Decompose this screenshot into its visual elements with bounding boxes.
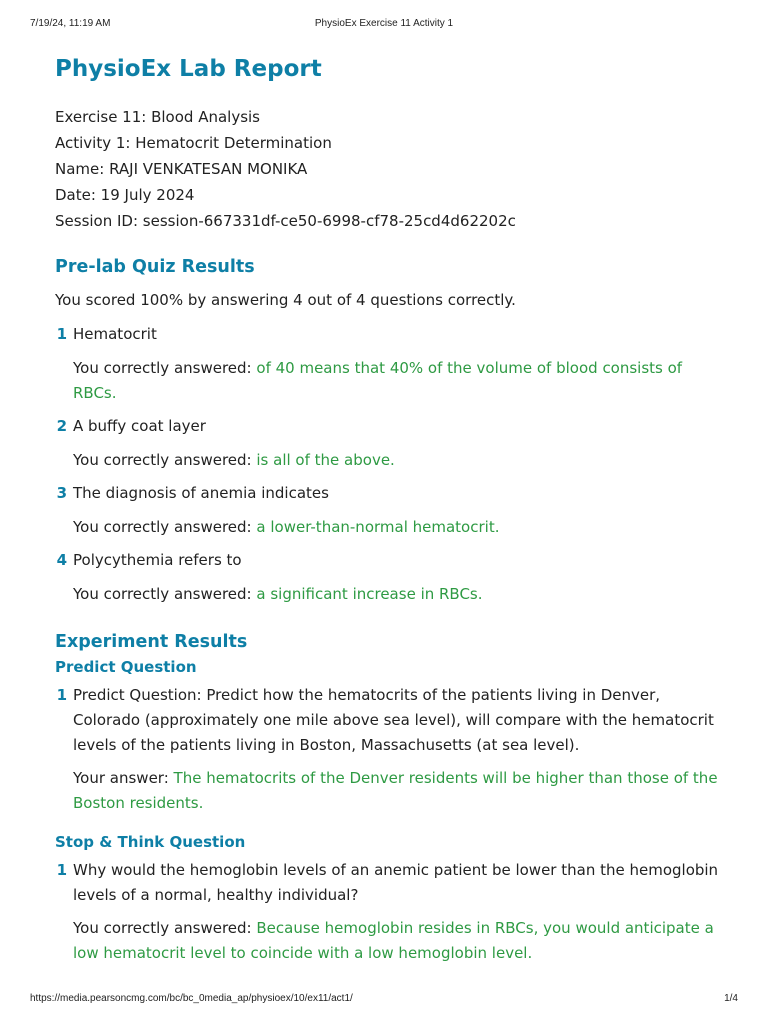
answer-prefix: You correctly answered: <box>73 518 257 536</box>
lab-report <box>55 52 725 974</box>
report-title: PhysioEx Lab Report <box>55 56 322 82</box>
print-timestamp: 7/19/24, 11:19 AM <box>30 18 111 29</box>
answer-prefix: You correctly answered: <box>73 919 257 937</box>
experiment-heading: Experiment Results <box>55 632 248 652</box>
answer-text: a significant increase in RBCs. <box>256 585 483 603</box>
predict-question-1 <box>55 683 725 816</box>
answer-text: is all of the above. <box>256 451 395 469</box>
question-number: 4 <box>56 551 67 569</box>
question-answer <box>73 582 725 607</box>
question-text: Predict Question: Predict how the hematocrits of the patients living in Denver, Colorado (approximately one mile above sea level), will compare with the hematocrit levels of the patients living in Boston, Massachusetts (at sea level). <box>73 686 714 754</box>
answer-prefix: Your answer: <box>73 769 174 787</box>
prelab-question-3 <box>55 481 725 540</box>
prelab-question-1 <box>55 322 725 406</box>
stop-think-question-1 <box>55 858 725 966</box>
prelab-score: You scored 100% by answering 4 out of 4 questions correctly. <box>55 291 516 309</box>
answer-prefix: You correctly answered: <box>73 451 257 469</box>
question-text: A buffy coat layer <box>73 417 206 435</box>
answer-text: The hematocrits of the Denver residents will be higher than those of the Boston residents. <box>73 769 718 812</box>
question-number: 2 <box>56 417 67 435</box>
print-page-number: 1/4 <box>724 993 738 1004</box>
activity-line: Activity 1: Hematocrit Determination <box>55 134 332 152</box>
print-url: https://media.pearsoncmg.com/bc/bc_0media_ap/physioex/10/ex11/act1/ <box>30 993 353 1004</box>
question-number: 1 <box>56 325 67 343</box>
question-answer <box>73 515 725 540</box>
question-text: Polycythemia refers to <box>73 551 242 569</box>
prelab-question-4 <box>55 548 725 607</box>
answer-text: Because hemoglobin resides in RBCs, you would anticipate a low hematocrit level to coincide with a low hemoglobin level. <box>73 919 714 962</box>
stop-think-heading: Stop & Think Question <box>55 833 246 851</box>
prelab-heading: Pre-lab Quiz Results <box>55 257 255 277</box>
predict-heading: Predict Question <box>55 658 197 676</box>
report-date: Date: 19 July 2024 <box>55 186 195 204</box>
print-header <box>30 18 738 32</box>
question-answer <box>73 356 725 406</box>
question-answer <box>73 448 725 473</box>
prelab-question-2 <box>55 414 725 473</box>
question-text: Why would the hemoglobin levels of an anemic patient be lower than the hemoglobin levels of a normal, healthy individual? <box>73 861 719 904</box>
print-page-title: PhysioEx Exercise 11 Activity 1 <box>314 18 454 29</box>
student-name: Name: RAJI VENKATESAN MONIKA <box>55 160 308 178</box>
session-id: Session ID: session-667331df-ce50-6998-cf78-25cd4d62202c <box>55 212 516 230</box>
question-text: Hematocrit <box>73 325 157 343</box>
answer-prefix: You correctly answered: <box>73 359 257 377</box>
answer-text: of 40 means that 40% of the volume of blood consists of RBCs. <box>73 359 683 402</box>
exercise-line: Exercise 11: Blood Analysis <box>55 108 260 126</box>
answer-text: a lower-than-normal hematocrit. <box>256 518 500 536</box>
question-number: 1 <box>56 686 67 704</box>
answer-prefix: You correctly answered: <box>73 585 257 603</box>
question-text: The diagnosis of anemia indicates <box>73 484 329 502</box>
question-answer <box>73 916 725 966</box>
question-answer <box>73 766 725 816</box>
print-footer <box>30 993 738 1007</box>
question-number: 3 <box>56 484 67 502</box>
question-number: 1 <box>56 861 67 879</box>
